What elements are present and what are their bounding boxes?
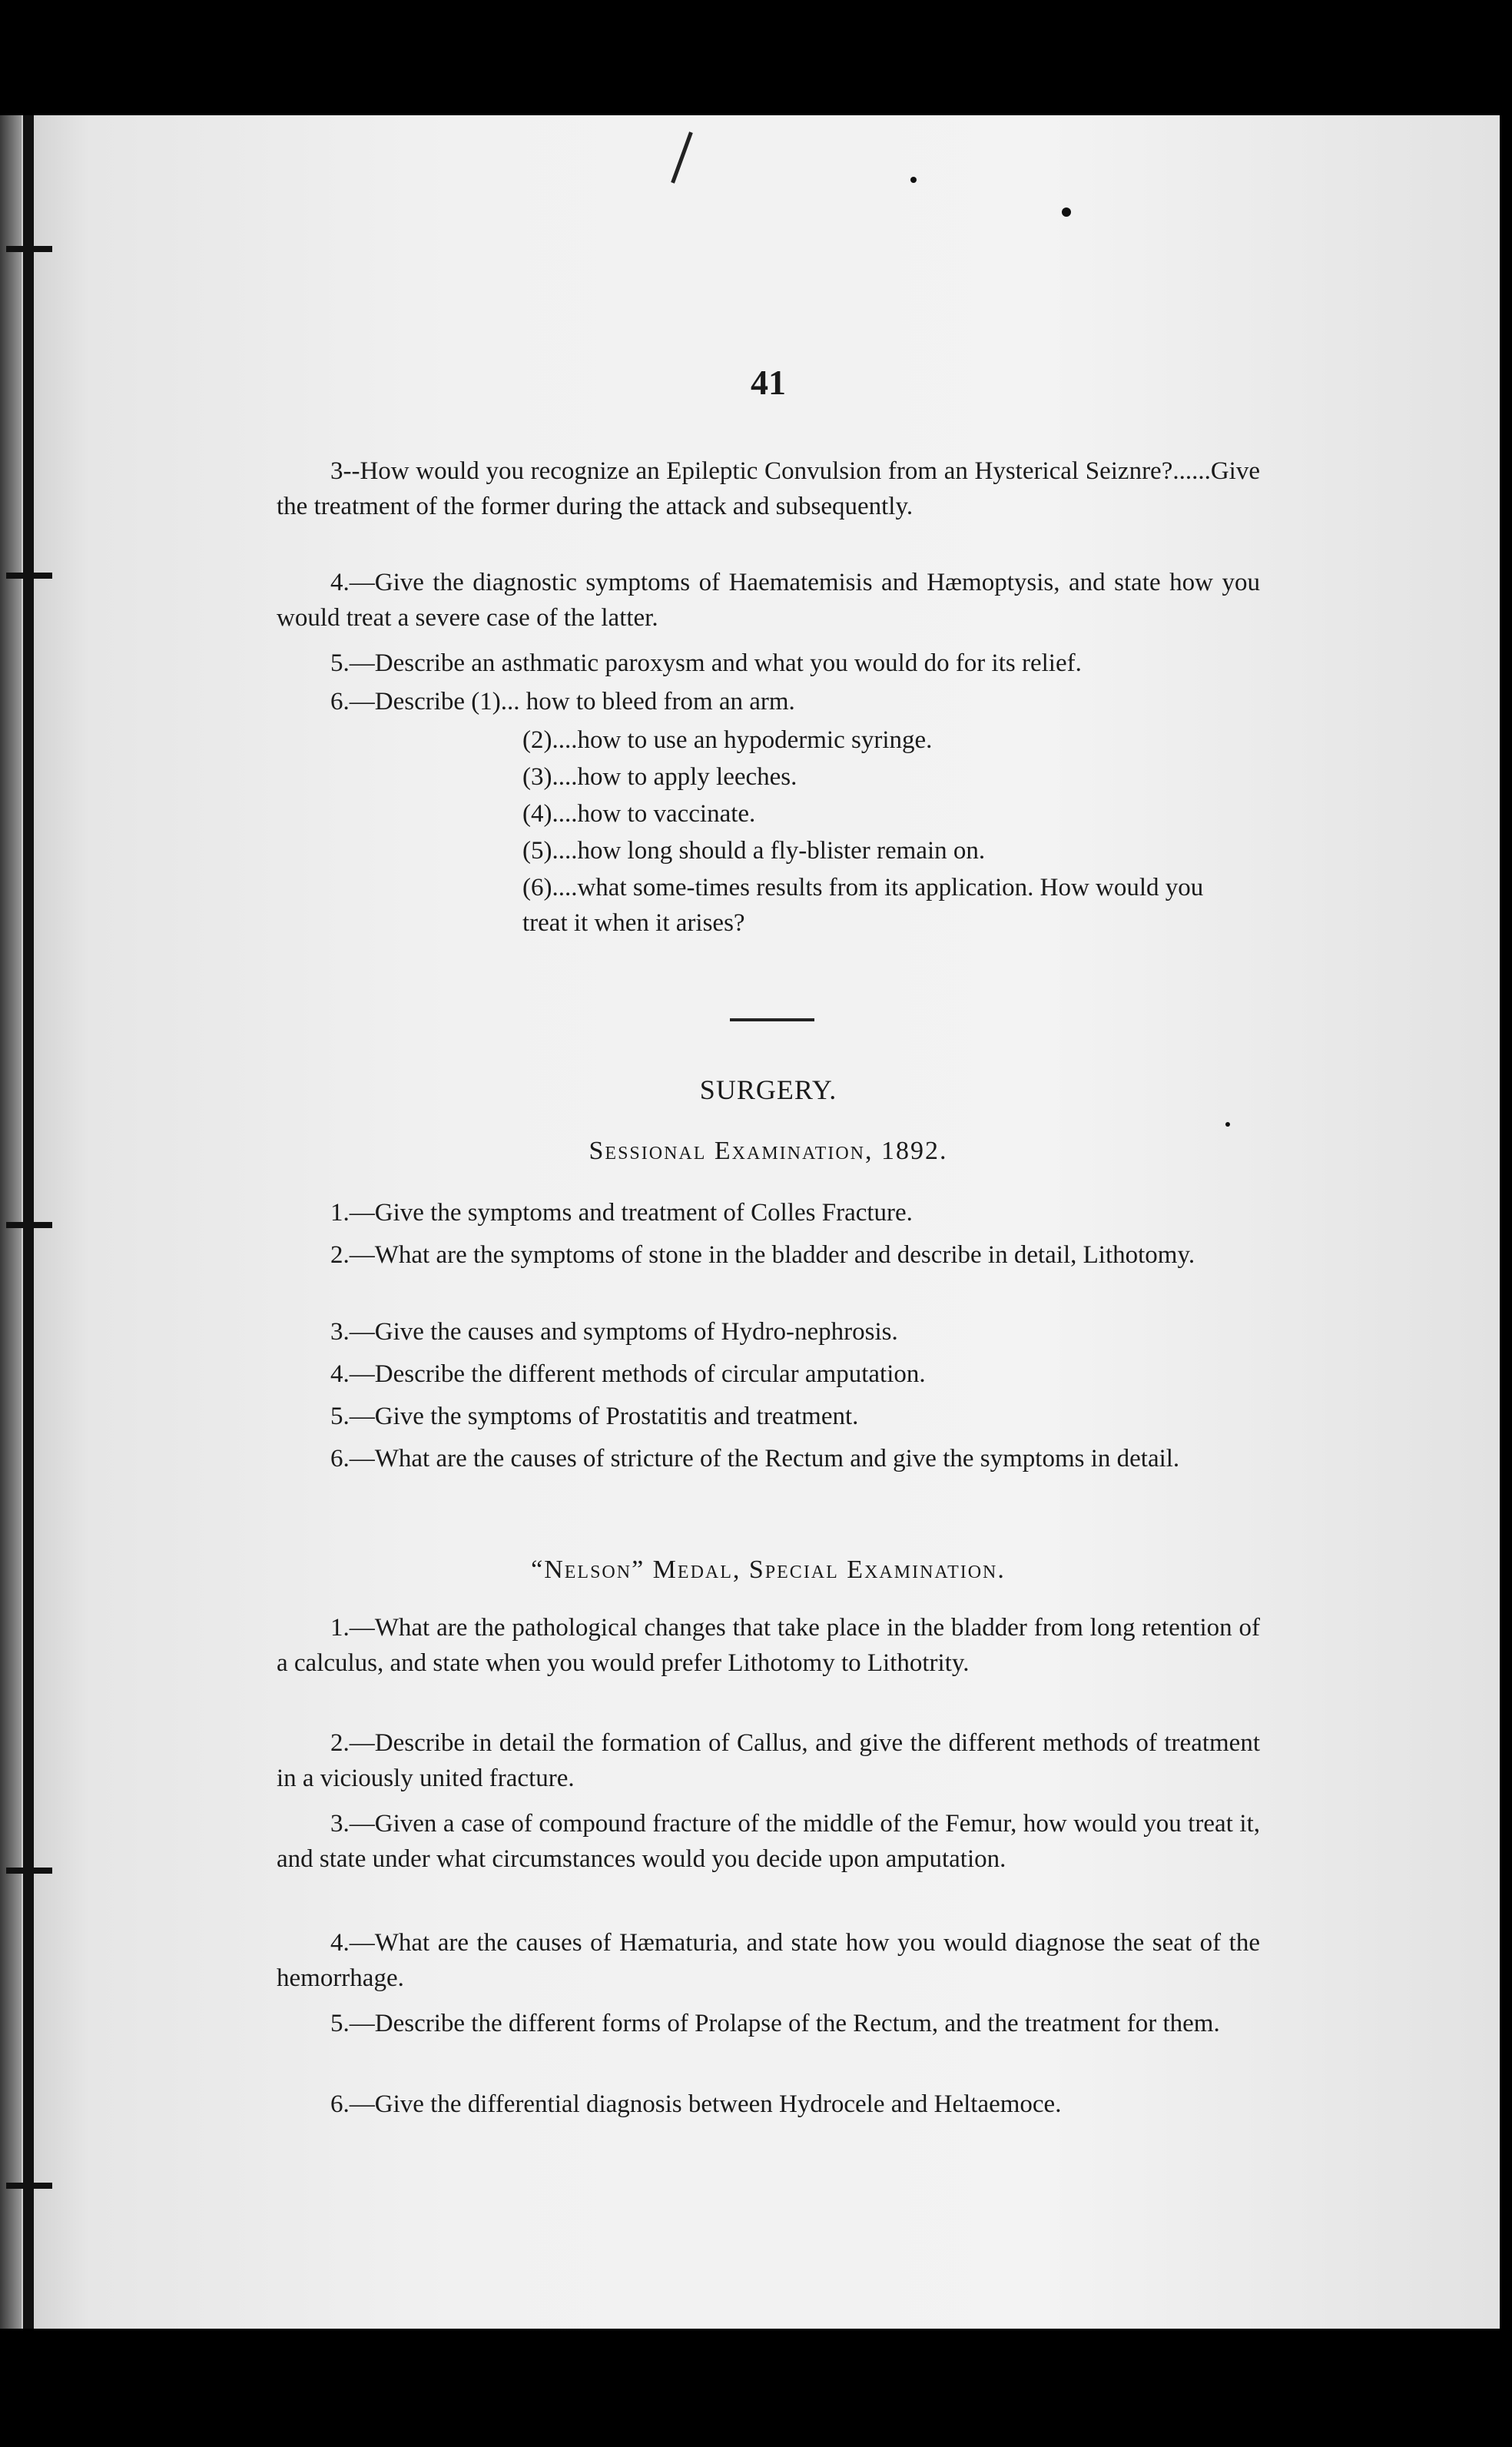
q6-part: (5)....how long should a fly-blister remain on. <box>522 837 986 865</box>
sessional-question: 1.—Give the symptoms and treatment of Colles Fracture. <box>330 1199 913 1227</box>
nelson-question: 3.—Given a case of compound fracture of the middle of the Femur, how would you treat it, and state under what circumstances would you decide upon amputation. <box>277 1810 1260 1873</box>
sessional-question: 5.—Give the symptoms of Prostatitis and treatment. <box>330 1403 859 1430</box>
nelson-question: 6.—Give the differential diagnosis between Hydrocele and Heltaemoce. <box>330 2090 1062 2118</box>
page-number: 41 <box>751 363 786 402</box>
nelson-question: 4.—What are the causes of Hæmaturia, and state how you would diagnose the seat of the hemorrhage. <box>277 1929 1260 1992</box>
medicine-question-6: 6.—Describe (1)... how to bleed from an arm. <box>330 688 795 716</box>
q6-part: (4)....how to vaccinate. <box>522 800 756 828</box>
sessional-question: 3.—Give the causes and symptoms of Hydro-nephrosis. <box>330 1318 898 1346</box>
q6-part: (2)....how to use an hypodermic syringe. <box>522 726 933 754</box>
medicine-question-3: 3--How would you recognize an Epileptic Convulsion from an Hysterical Seiznre?......Give the treatment of the former during the attack and subsequently. <box>277 457 1260 520</box>
scan-scratch <box>671 131 693 183</box>
medicine-question-5: 5.—Describe an asthmatic paroxysm and what you would do for its relief. <box>330 649 1082 677</box>
sessional-question: 6.—What are the causes of stricture of the Rectum and give the symptoms in detail. <box>330 1445 1180 1473</box>
binding-stitch <box>6 1868 52 1874</box>
q6-part: (3)....how to apply leeches. <box>522 763 797 791</box>
scan-speck <box>910 177 917 183</box>
scanned-page <box>0 115 1500 2329</box>
sessional-question: 4.—Describe the different methods of circular amputation. <box>330 1360 926 1388</box>
q6-part: (6)....what some-times results from its application. How would you treat it when it arises? <box>522 874 1204 937</box>
sessional-question: 2.—What are the symptoms of stone in the bladder and describe in detail, Lithotomy. <box>330 1241 1195 1269</box>
binding-stitch <box>6 246 52 252</box>
nelson-heading: “Nelson” Medal, Special Examination. <box>531 1556 1006 1584</box>
scan-speck <box>1062 208 1071 217</box>
binding-stitch <box>6 1222 52 1228</box>
scan-speck <box>1225 1122 1230 1127</box>
section-divider <box>730 1018 814 1021</box>
nelson-question: 2.—Describe in detail the formation of Callus, and give the different methods of treatment in a viciously united fracture. <box>277 1729 1260 1792</box>
nelson-question: 1.—What are the pathological changes that take place in the bladder from long retention of a calculus, and state when you would prefer Lithotomy to Lithotrity. <box>277 1614 1260 1677</box>
surgery-heading: SURGERY. <box>699 1074 837 1105</box>
sessional-heading: Sessional Examination, 1892. <box>589 1137 948 1165</box>
nelson-question: 5.—Describe the different forms of Prolapse of the Rectum, and the treatment for them. <box>330 2010 1220 2037</box>
binding-stitch <box>6 573 52 579</box>
binding-stitch <box>6 2183 52 2189</box>
medicine-question-4: 4.—Give the diagnostic symptoms of Haematemisis and Hæmoptysis, and state how you would treat a severe case of the latter. <box>277 569 1260 632</box>
